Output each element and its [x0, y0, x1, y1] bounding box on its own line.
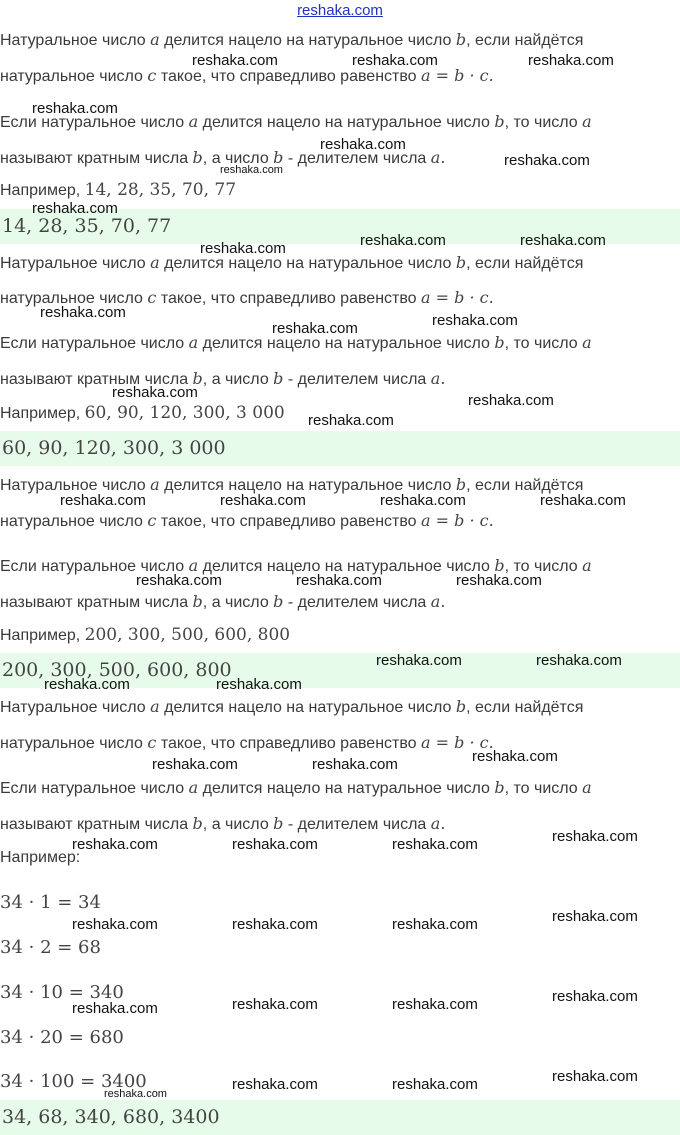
example-values: 60, 90, 120, 300, 3 000: [84, 403, 285, 423]
watermark: reshaka.com: [552, 988, 638, 1005]
math-var-b: b: [494, 778, 505, 797]
text-fragment: называют кратным числа: [0, 816, 189, 833]
math-equality: a = b · c.: [421, 733, 494, 752]
text-fragment: Натуральное число: [0, 477, 146, 494]
watermark: reshaka.com: [272, 320, 358, 337]
math-var-a: a.: [430, 369, 446, 388]
math-var-b: b: [192, 148, 203, 167]
math-var-b: b: [192, 592, 203, 611]
watermark: reshaka.com: [220, 164, 283, 176]
watermark: reshaka.com: [360, 232, 446, 249]
text-fragment: , а число: [202, 594, 269, 611]
definition-line-2: [0, 66, 494, 86]
math-equality: a = b · c.: [421, 288, 494, 307]
watermark: reshaka.com: [552, 1068, 638, 1085]
watermark: reshaka.com: [72, 836, 158, 853]
text-fragment: - делителем числа: [287, 594, 427, 611]
math-var-a: a: [188, 778, 199, 797]
text-fragment: называют кратным числа: [0, 594, 189, 611]
watermark: reshaka.com: [456, 572, 542, 589]
math-var-a: a: [150, 30, 160, 49]
watermark: reshaka.com: [152, 756, 238, 773]
text-fragment: , если найдётся: [466, 477, 584, 494]
watermark: reshaka.com: [520, 232, 606, 249]
watermark: reshaka.com: [392, 1076, 478, 1093]
math-var-b: b: [273, 148, 284, 167]
example-label: Например,: [0, 182, 81, 199]
text-fragment: натуральное число: [0, 290, 143, 307]
definition-line-3: [0, 778, 592, 798]
watermark: reshaka.com: [72, 1000, 158, 1017]
example-label: Например:: [0, 849, 81, 866]
watermark: reshaka.com: [136, 572, 222, 589]
text-fragment: натуральное число: [0, 735, 143, 752]
text-fragment: Натуральное число: [0, 699, 146, 716]
text-fragment: , если найдётся: [466, 255, 584, 272]
math-var-a: a: [188, 333, 199, 352]
answer-box: 200, 300, 500, 600, 800: [0, 653, 680, 688]
text-fragment: делится нацело на натуральное число: [164, 477, 452, 494]
text-fragment: такое, что справедливо равенство: [160, 513, 417, 530]
text-fragment: , а число: [202, 816, 269, 833]
watermark: reshaka.com: [536, 652, 622, 669]
text-fragment: , то число: [504, 558, 578, 575]
watermark: reshaka.com: [376, 652, 462, 669]
watermark: reshaka.com: [552, 828, 638, 845]
math-var-a: a.: [430, 148, 446, 167]
text-fragment: - делителем числа: [287, 371, 427, 388]
math-var-b: b: [192, 369, 203, 388]
text-fragment: натуральное число: [0, 513, 143, 530]
watermark: reshaka.com: [40, 304, 126, 321]
math-var-b: b: [494, 112, 505, 131]
text-fragment: Если натуральное число: [0, 114, 185, 131]
math-var-b: b: [494, 333, 505, 352]
watermark: reshaka.com: [472, 748, 558, 765]
math-var-b: b: [273, 369, 284, 388]
watermark: reshaka.com: [232, 836, 318, 853]
watermark: reshaka.com: [232, 996, 318, 1013]
example-label: Например,: [0, 405, 81, 422]
math-equality: a = b · c.: [421, 66, 494, 85]
watermark: reshaka.com: [232, 1076, 318, 1093]
example-line: [0, 403, 285, 423]
math-var-b: b: [273, 814, 284, 833]
watermark: reshaka.com: [72, 916, 158, 933]
math-var-b: b: [455, 30, 467, 49]
watermark: reshaka.com: [192, 52, 278, 69]
watermark: reshaka.com: [104, 1088, 167, 1100]
watermark: reshaka.com: [392, 996, 478, 1013]
definition-line-1: [0, 697, 583, 717]
site-header-link[interactable]: reshaka.com: [297, 2, 383, 19]
math-var-a: a: [582, 556, 592, 575]
math-var-a: a: [150, 253, 160, 272]
math-var-b: b: [494, 556, 505, 575]
text-fragment: Если натуральное число: [0, 558, 185, 575]
math-var-a: a.: [430, 592, 446, 611]
example-line: [0, 180, 236, 200]
watermark: reshaka.com: [320, 136, 406, 153]
text-fragment: , если найдётся: [466, 32, 584, 49]
example-values: 200, 300, 500, 600, 800: [84, 625, 291, 645]
text-fragment: Если натуральное число: [0, 335, 185, 352]
math-var-a: a: [582, 333, 592, 352]
watermark: reshaka.com: [296, 572, 382, 589]
watermark: reshaka.com: [380, 492, 466, 509]
text-fragment: такое, что справедливо равенство: [160, 735, 417, 752]
text-fragment: делится нацело на натуральное число: [202, 114, 490, 131]
text-fragment: - делителем числа: [287, 816, 427, 833]
math-var-a: a: [188, 112, 199, 131]
watermark: reshaka.com: [392, 916, 478, 933]
watermark: reshaka.com: [32, 100, 118, 117]
watermark: reshaka.com: [44, 676, 130, 693]
text-fragment: делится нацело на натуральное число: [164, 255, 452, 272]
definition-line-4: [0, 592, 445, 612]
text-fragment: натуральное число: [0, 68, 143, 85]
math-var-b: b: [455, 697, 467, 716]
example-values: 14, 28, 35, 70, 77: [84, 180, 237, 200]
equation: 34 · 1 = 34: [0, 892, 101, 913]
math-var-b: b: [455, 475, 467, 494]
watermark: reshaka.com: [32, 200, 118, 217]
math-var-b: b: [273, 592, 284, 611]
watermark: reshaka.com: [200, 240, 286, 257]
watermark: reshaka.com: [552, 908, 638, 925]
text-fragment: , а число: [202, 150, 269, 167]
math-equality: a = b · c.: [421, 511, 494, 530]
definition-line-4: [0, 814, 445, 834]
text-fragment: , то число: [504, 114, 578, 131]
text-fragment: делится нацело на натуральное число: [202, 558, 490, 575]
equation: 34 · 20 = 680: [0, 1027, 124, 1048]
watermark: reshaka.com: [540, 492, 626, 509]
watermark: reshaka.com: [220, 492, 306, 509]
text-fragment: делится нацело на натуральное число: [164, 32, 452, 49]
definition-line-4: [0, 369, 445, 389]
watermark: reshaka.com: [60, 492, 146, 509]
definition-line-2: [0, 511, 494, 531]
watermark: reshaka.com: [504, 152, 590, 169]
text-fragment: , то число: [504, 335, 578, 352]
watermark: reshaka.com: [112, 384, 198, 401]
math-var-a: a: [582, 778, 592, 797]
text-fragment: , если найдётся: [466, 699, 584, 716]
text-fragment: , а число: [202, 371, 269, 388]
definition-line-1: [0, 30, 583, 50]
text-fragment: делится нацело на натуральное число: [164, 699, 452, 716]
example-line: [0, 625, 290, 645]
text-fragment: делится нацело на натуральное число: [202, 780, 490, 797]
math-var-a: a: [150, 697, 160, 716]
watermark: reshaka.com: [432, 312, 518, 329]
math-var-c: c: [147, 511, 157, 530]
text-fragment: Натуральное число: [0, 255, 146, 272]
math-var-a: a: [150, 475, 160, 494]
watermark: reshaka.com: [528, 52, 614, 69]
watermark: reshaka.com: [352, 52, 438, 69]
text-fragment: Если натуральное число: [0, 780, 185, 797]
text-fragment: - делителем числа: [287, 150, 427, 167]
answer-box: 60, 90, 120, 300, 3 000: [0, 431, 680, 466]
watermark: reshaka.com: [232, 916, 318, 933]
equation: 34 · 10 = 340: [0, 982, 124, 1003]
math-var-c: c: [147, 66, 157, 85]
equation: 34 · 100 = 3400: [0, 1071, 147, 1092]
math-var-a: a: [582, 112, 592, 131]
math-var-c: c: [147, 733, 157, 752]
watermark: reshaka.com: [392, 836, 478, 853]
math-var-c: c: [147, 288, 157, 307]
watermark: reshaka.com: [308, 412, 394, 429]
text-fragment: , то число: [504, 780, 578, 797]
answer-box: 34, 68, 340, 680, 3400: [0, 1100, 680, 1135]
definition-line-2: [0, 733, 494, 753]
text-fragment: Натуральное число: [0, 32, 146, 49]
text-fragment: называют кратным числа: [0, 371, 189, 388]
answer-box: 14, 28, 35, 70, 77: [0, 209, 680, 244]
text-fragment: называют кратным числа: [0, 150, 189, 167]
math-var-a: a.: [430, 814, 446, 833]
definition-line-1: [0, 253, 583, 273]
text-fragment: такое, что справедливо равенство: [160, 68, 417, 85]
text-fragment: делится нацело на натуральное число: [202, 335, 490, 352]
text-fragment: такое, что справедливо равенство: [160, 290, 417, 307]
watermark: reshaka.com: [312, 756, 398, 773]
equation: 34 · 2 = 68: [0, 937, 101, 958]
math-var-b: b: [192, 814, 203, 833]
example-label: Например,: [0, 627, 81, 644]
math-var-b: b: [455, 253, 467, 272]
math-var-a: a: [188, 556, 199, 575]
watermark: reshaka.com: [216, 676, 302, 693]
watermark: reshaka.com: [468, 392, 554, 409]
